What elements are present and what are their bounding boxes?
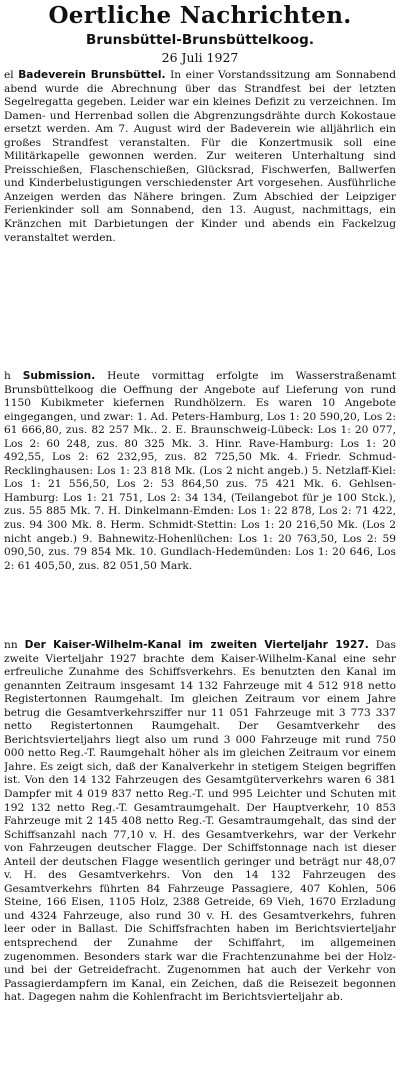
- article-kaiser-wilhelm-kanal: [4, 639, 396, 1080]
- article-body: Das zweite Vierteljahr 1927 brachte dem Kaiser-Wilhelm-Kanal eine sehr erfreuliche Zunahme des Schiffsverkehrs. Es benutzten den Kanal im genannten Zeitraum insgesamt 14 132 Fahrzeuge mit 4 512 918 netto Registertonnen Raumgehalt. Im gleichen Zeitraum vor einem Jahre betrug die Gesamtverkehrsziffer nur 11 051 Fahrzeuge mit 3 773 337 netto Registertonnen Raumgehalt. Der Gesamtverkehr des Berichtsvierteljahrs liegt also um rund 3 000 Fahrzeuge mit rund 750 000 netto Reg.-T. Raumgehalt höher als im gleichen Zeitraum vor einem Jahre. Es zeigt sich, daß der Kanalverkehr in stetigem Steigen begriffen ist. Von den 14 132 Fahrzeugen des Gesamtgüterverkehrs waren 6 381 Dampfer mit 4 019 837 netto Reg.-T. und 995 Leichter und Schuten mit 192 132 netto Reg.-T. Gesamtraumgehalt. Der Hauptverkehr, 10 853 Fahrzeuge mit 2 145 408 netto Reg.-T. Gesamtraumgehalt, das sind der Schiffsanzahl nach 77,10 v. H. des Gesamtverkehrs, war der Verkehr von Fahrzeugen deutscher Flagge. Der Schiffstonnage nach ist dieser Anteil der deutschen Flagge wesentlich geringer und beträgt nur 48,07 v. H. des Gesamtverkehrs. Von den 14 132 Fahrzeugen des Gesamtverkehrs führten 84 Fahrzeuge Passagiere, 407 Kohlen, 506 Steine, 166 Eisen, 1105 Holz, 2388 Getreide, 69 Vieh, 1670 Erzladung und 4324 Fahrzeuge, also rund 30 v. H. des Gesamtverkehrs, fuhren leer oder in Ballast. Die Schiffsfrachten haben im Berichtsvierteljahr entsprechend der Zunahme der Schiffahrt, im allgemeinen zugenommen. Besonders stark war die Frachtenzunahme bei der Holz- und bei der Getreidefracht. Zugenommen hat auch der Verkehr von Passagierdampfern im Kanal, ein Zeichen, daß die Reisezeit begonnen hat. Dagegen nahm die Kohlenfracht im Berichtsvierteljahr ab.: [4, 639, 396, 1004]
- article-heading: Der Kaiser-Wilhelm-Kanal im zweiten Vierteljahr 1927.: [24, 639, 369, 651]
- article-mark: el: [4, 69, 14, 81]
- issue-date: 26 Juli 1927: [161, 50, 239, 65]
- article-heading: Badeverein Brunsbüttel.: [18, 69, 166, 81]
- section-title: Oertliche Nachrichten.: [48, 2, 352, 29]
- article-mark: nn: [4, 639, 18, 651]
- article-submission: [4, 370, 396, 639]
- section-subtitle: Brunsbüttel-Brunsbüttelkoog.: [86, 32, 314, 48]
- article-body: In einer Vorstandssitzung am Sonnabend abend wurde die Abrechnung über das Strandfest bei der letzten Segelregatta gegeben. Leider war ein kleines Defizit zu verzeichnen. Im Damen- und Herrenbad sollen die Abgrenzungsdrähte durch Kokostaue ersetzt werden. Am 7. August wird der Badeverein wie alljährlich ein großes Strandfest veranstalten. Für die Konzertmusik soll eine Militärkapelle gewonnen werden. Zur weiteren Unterhaltung sind Preisschießen, Flaschenschießen, Glücksrad, Fischwerfen, Ballwerfen und Kinderbelustigungen verschiedenster Art vorgesehen. Ausführliche Anzeigen werden das Nähere bringen. Zum Abschied der Leipziger Ferienkinder soll am Sonnabend, den 13. August, nachmittags, ein Kränzchen mit Darbietungen der Kinder und abends ein Fackelzug veranstaltet werden.: [4, 69, 396, 244]
- article-heading: Submission.: [22, 370, 96, 382]
- article-body: Heute vormittag erfolgte im Wasserstraßenamt Brunsbüttelkoog die Oeffnung der Angebote auf Lieferung von rund 1150 Kubikmeter kiefernen Rundhölzern. Es waren 10 Angebote eingegangen, und zwar: 1. Ad. Peters-Hamburg, Los 1: 20 590,20, Los 2: 61 666,80, zus. 82 257 Mk.. 2. E. Braunschweig-Lübeck: Los 1: 20 077, Los 2: 60 248, zus. 80 325 Mk. 3. Hinr. Rave-Hamburg: Los 1: 20 492,55, Los 2: 62 232,95, zus. 82 725,50 Mk. 4. Friedr. Schmud-Recklinghausen: Los 1: 23 818 Mk. (Los 2 nicht angeb.) 5. Netzlaff-Kiel: Los 1: 21 556,50, Los 2: 53 864,50 zus. 75 421 Mk. 6. Gehlsen-Hamburg: Los 1: 21 751, Los 2: 34 134, (Teilangebot für je 100 Stck.), zus. 55 885 Mk. 7. H. Dinkelmann-Emden: Los 1: 22 878, Los 2: 71 422, zus. 94 300 Mk. 8. Herm. Schmidt-Stettin: Los 1: 20 216,50 Mk. (Los 2 nicht angeb.) 9. Bahnewitz-Hohenlüchen: Los 1: 20 763,50, Los 2: 59 090,50, zus. 79 854 Mk. 10. Gundlach-Hedemünden: Los 1: 20 646, Los 2: 61 405,50, zus. 82 051,50 Mark.: [4, 370, 396, 572]
- article-badeverein: [4, 69, 396, 370]
- article-mark: h: [4, 370, 11, 382]
